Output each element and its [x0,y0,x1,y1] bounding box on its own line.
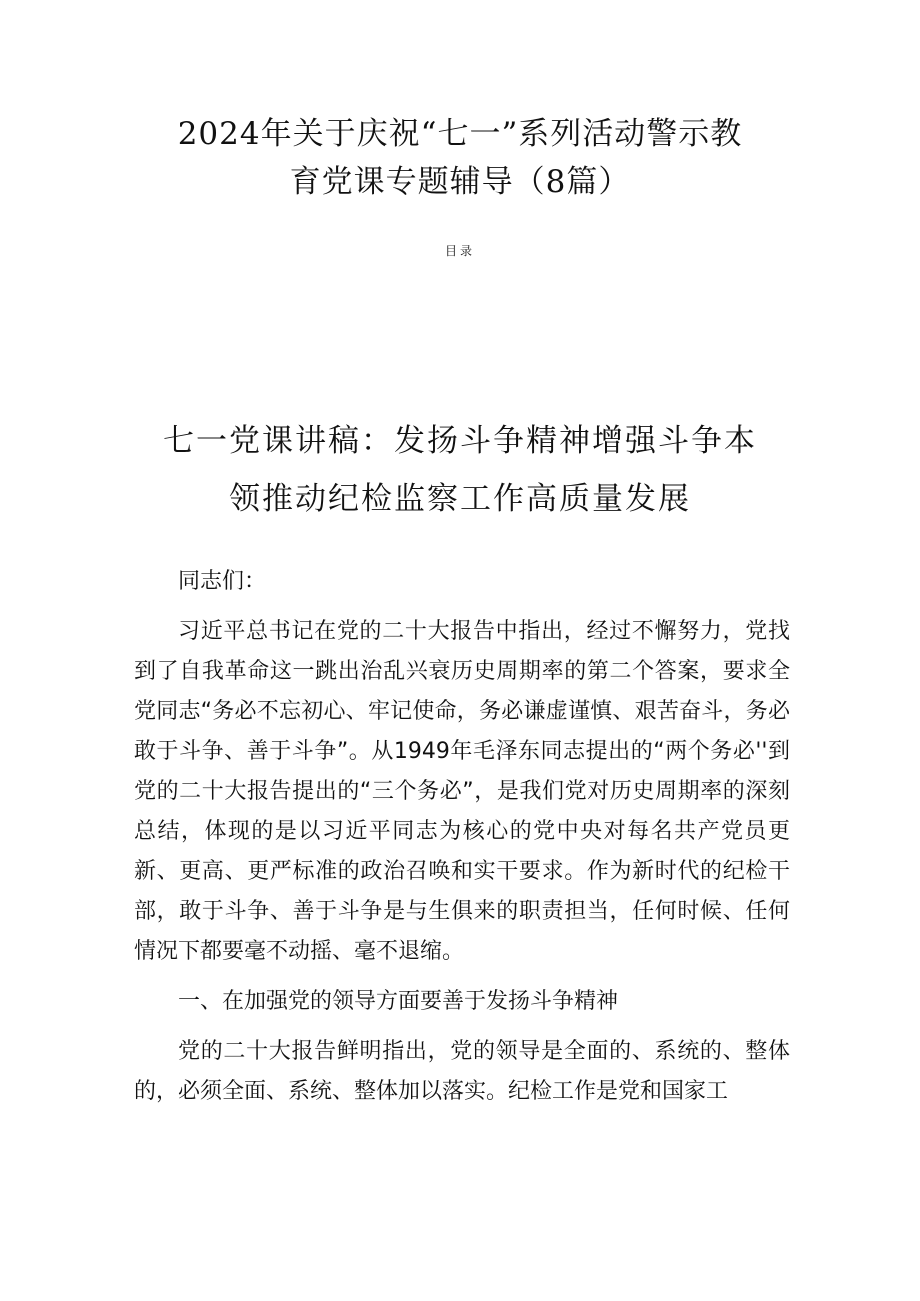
document-title-line-2: 育党课专题辅导（8篇） [289,164,631,200]
table-of-contents-label: 目录 [444,244,475,258]
section-1-heading: 一、在加强党的领导方面要善于发扬斗争精神 [178,989,619,1014]
document-title-line-1: 2024年关于庆祝“七一”系列活动警示教 [177,116,743,152]
paragraph-2: 党的二十大报告鲜明指出，党的领导是全面的、系统的、整体的，必须全面、系统、整体加以落实。纪检工作是党和国家工 [134,1039,790,1104]
speech-title-line-1: 七一党课讲稿：发扬斗争精神增强斗争本 [163,423,757,459]
document-title [140,110,780,206]
greeting: 同志们： [178,569,267,594]
body-text [134,562,790,1122]
speech-title-line-2: 领推动纪检监察工作高质量发展 [229,481,691,517]
speech-title [130,412,790,528]
paragraph-1: 习近平总书记在党的二十大报告中指出，经过不懈努力，党找到了自我革命这一跳出治乱兴衰历史周期率的第二个答案，要求全党同志“务必不忘初心、牢记使命，务必谦虚谨慎、艰苦奋斗，务必敢于斗争、善于斗争”。从1949年毛泽东同志提出的“两个务必''到党的二十大报告提出的“三个务必”，是我们党对历史周期率的深刻总结，体现的是以习近平同志为核心的党中央对每名共产党员更新、更高、更严标准的政治召唤和实干要求。作为新时代的纪检干部，敢于斗争、善于斗争是与生俱来的职责担当，任何时候、任何情况下都要毫不动摇、毫不退缩。 [134,619,790,964]
